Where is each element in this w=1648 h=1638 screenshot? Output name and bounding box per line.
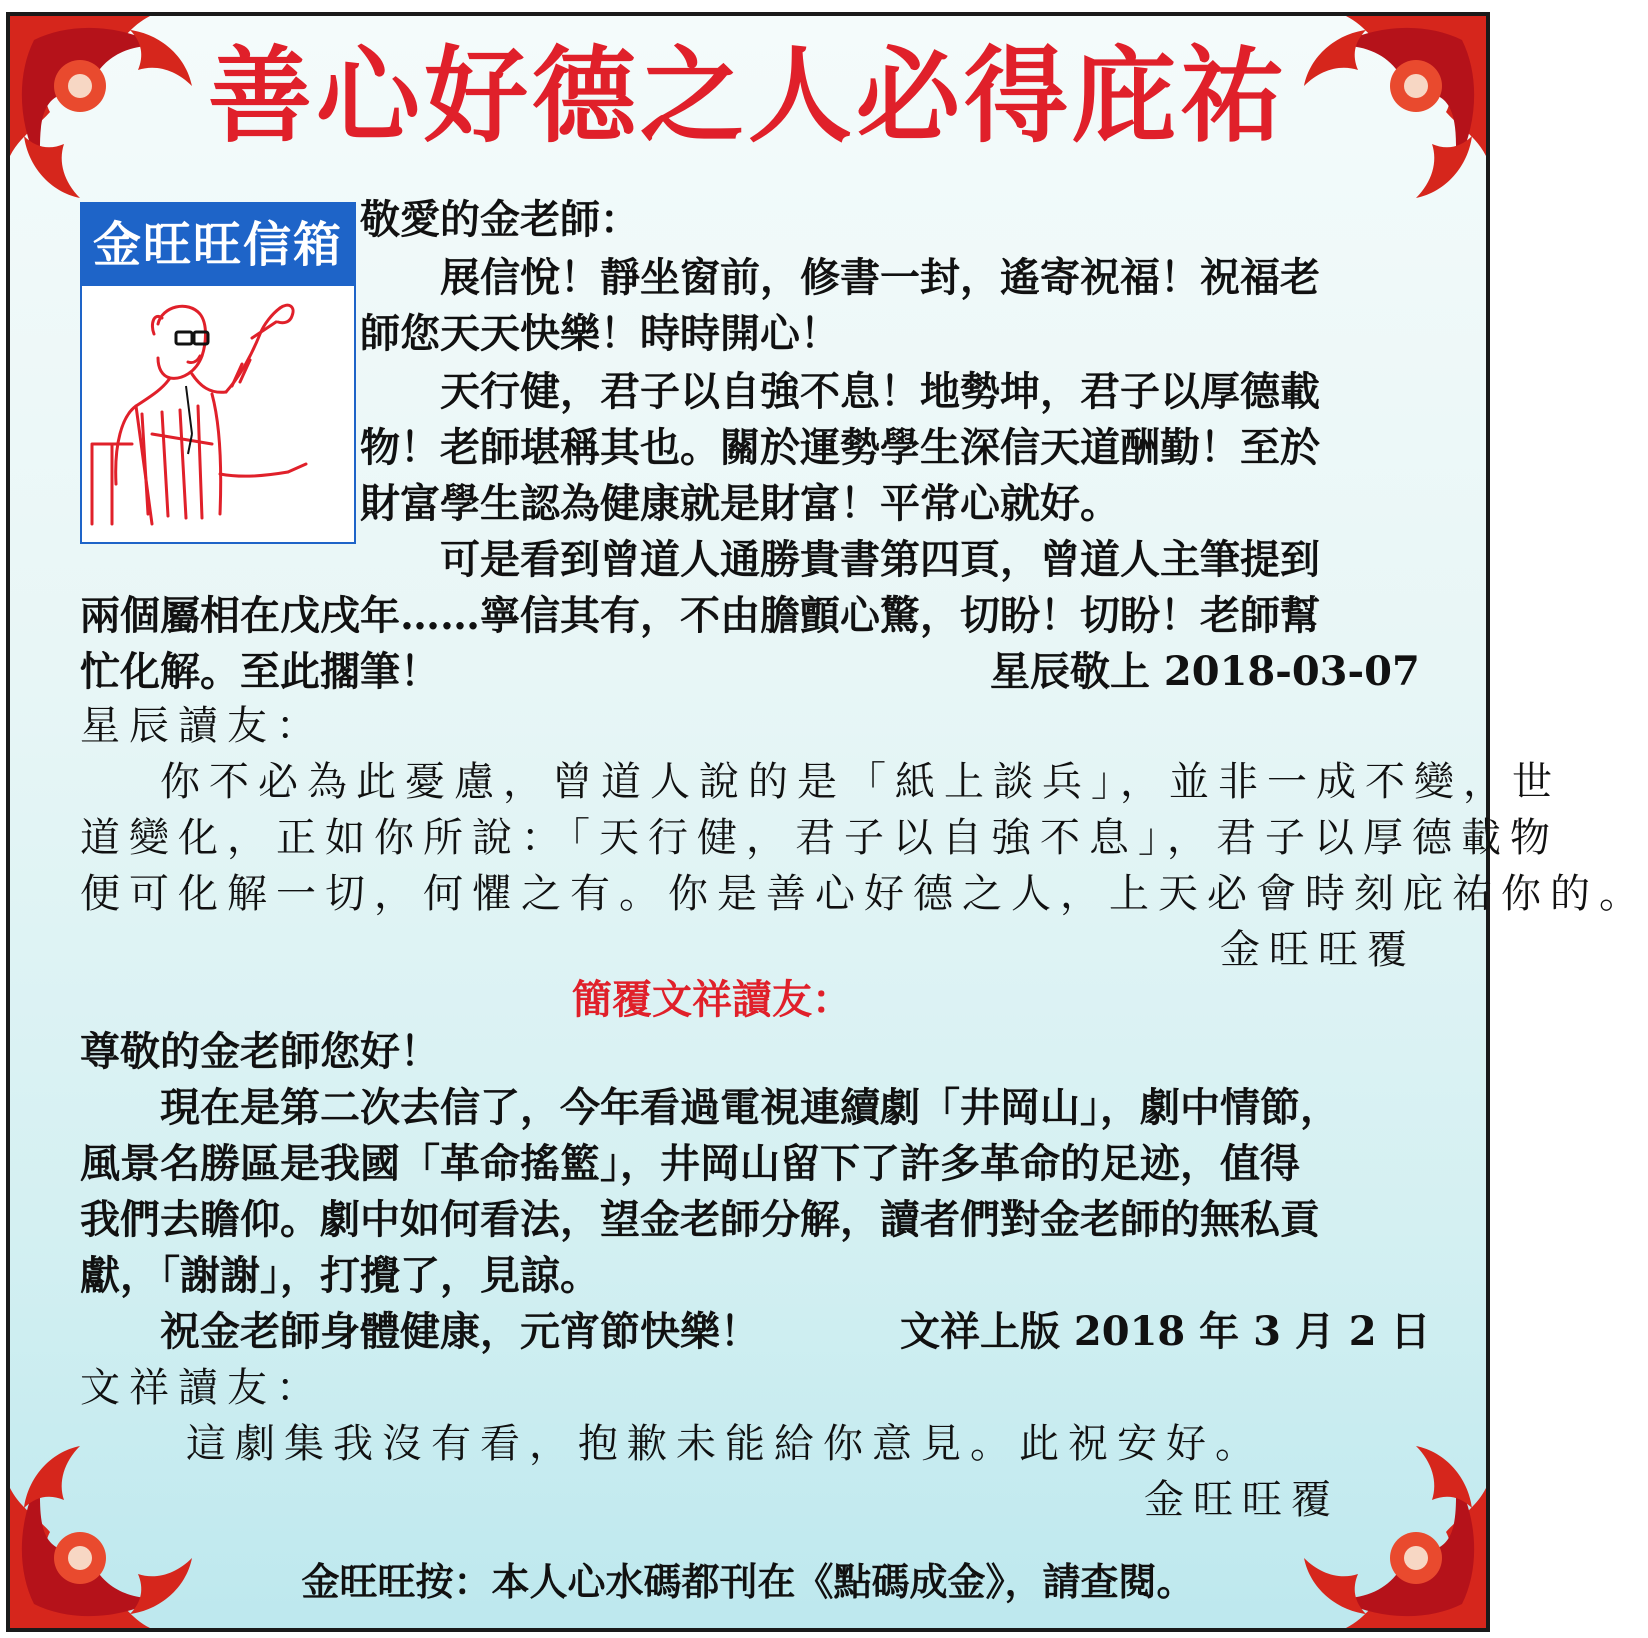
letter-salutation: 敬愛的金老師： (360, 196, 640, 243)
reply-salutation: 文祥讀友： (80, 1365, 325, 1411)
letter-signature: 文祥上版 2018 年 3 月 2 日 (900, 1308, 1431, 1355)
footer-note: 金旺旺按：本人心水碼都刊在《點碼成金》，請查閱。 (301, 1560, 1195, 1604)
section-title: 簡覆文祥讀友： (572, 976, 852, 1023)
reply-line: 道變化，正如你所說：「天行健，君子以自強不息」，君子以厚德載物 (80, 815, 1559, 861)
column-logo (80, 202, 356, 544)
letter-line: 師您天天快樂！時時開心！ (360, 310, 840, 357)
letter-closing: 祝金老師身體健康，元宵節快樂！ (160, 1308, 760, 1355)
reply-line: 你不必為此憂慮，曾道人說的是「紙上談兵」，並非一成不變，世 (160, 759, 1561, 805)
reply-signature: 金旺旺覆 (1144, 1477, 1340, 1523)
column-title: 金旺旺信箱 (82, 204, 354, 286)
letter-line: 天行健，君子以自強不息！地勢坤，君子以厚德載 (440, 368, 1320, 415)
reply-signature: 金旺旺覆 (1220, 927, 1416, 973)
letter-line: 獻，「謝謝」，打攪了，見諒。 (80, 1252, 600, 1299)
columnist-illustration-icon (92, 294, 346, 534)
letter-line: 忙化解。至此擱筆！ (80, 648, 440, 695)
letter-line: 兩個屬相在戊戌年……寧信其有，不由膽顫心驚，切盼！切盼！老師幫 (80, 592, 1320, 639)
letter-line: 風景名勝區是我國「革命搖籃」，井岡山留下了許多革命的足迹，值得 (80, 1140, 1300, 1187)
letter-signature: 星辰敬上 2018-03-07 (990, 648, 1420, 695)
letter-line: 我們去瞻仰。劇中如何看法，望金老師分解，讀者們對金老師的無私貢 (80, 1196, 1320, 1243)
letter-line: 財富學生認為健康就是財富！平常心就好。 (360, 480, 1120, 527)
reply-line: 便可化解一切，何懼之有。你是善心好德之人，上天必會時刻庇祐你的。 (80, 871, 1648, 917)
letter-line: 可是看到曾道人通勝貴書第四頁，曾道人主筆提到 (440, 536, 1320, 583)
letter-line: 展信悅！靜坐窗前，修書一封，遙寄祝福！祝福老 (440, 254, 1320, 301)
letter-line: 現在是第二次去信了，今年看過電視連續劇「井岡山」，劇中情節， (160, 1084, 1340, 1131)
headline: 善心好德之人必得庇祐 (207, 34, 1288, 157)
letter-line: 物！老師堪稱其也。關於運勢學生深信天道酬勤！至於 (360, 424, 1320, 471)
reply-line: 這劇集我沒有看，抱歉未能給你意見。此祝安好。 (186, 1421, 1264, 1467)
letter-salutation: 尊敬的金老師您好！ (80, 1028, 440, 1075)
reply-salutation: 星辰讀友： (80, 703, 325, 749)
newspaper-column (6, 12, 1648, 1632)
